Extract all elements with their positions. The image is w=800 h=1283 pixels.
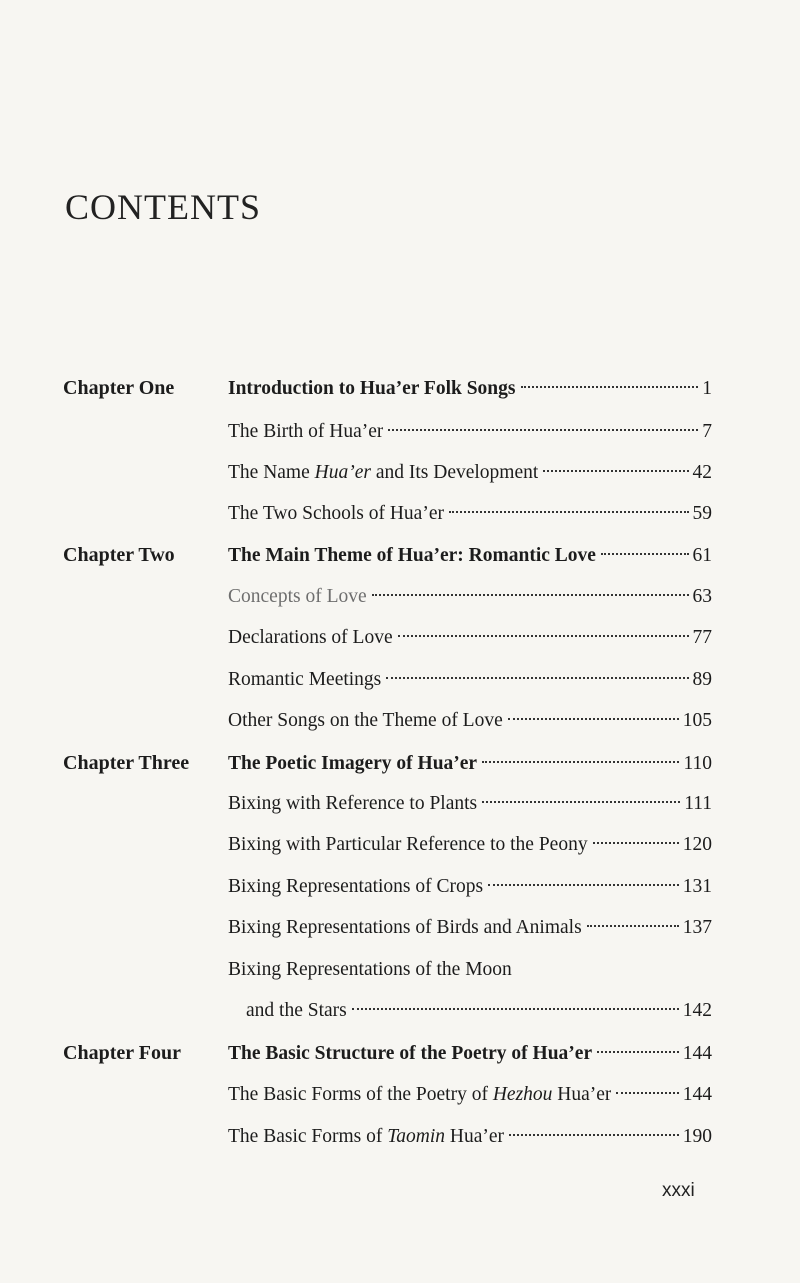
entry-title: The Basic Structure of the Poetry of Hua’er [228, 1043, 593, 1064]
leader-dots [449, 511, 689, 513]
toc-entry[interactable] [228, 419, 712, 445]
leader-dots [388, 429, 698, 431]
toc-entry[interactable] [228, 915, 712, 941]
page-number: 142 [682, 1000, 712, 1021]
leader-dots [616, 1092, 678, 1094]
chapter-two-label: Chapter Two [63, 544, 175, 566]
page-number: 190 [682, 1126, 712, 1147]
leader-dots [398, 635, 689, 637]
toc-entry[interactable] [228, 501, 712, 527]
leader-dots [509, 1134, 679, 1136]
entry-title-italic: Hua’er [314, 462, 371, 483]
chapter-four-label: Chapter Four [63, 1042, 181, 1064]
leader-dots [488, 884, 679, 886]
page-number: 42 [692, 462, 712, 483]
entry-title [228, 1082, 611, 1108]
page-number: 77 [692, 627, 712, 648]
page-number: 61 [692, 545, 712, 566]
page-number: 1 [702, 378, 712, 399]
entry-title: The Poetic Imagery of Hua’er [228, 753, 478, 774]
entry-title [228, 1124, 504, 1150]
page-number: 105 [682, 710, 712, 731]
chapter-three-label: Chapter Three [63, 752, 190, 774]
entry-title: The Two Schools of Hua’er [228, 503, 444, 524]
entry-title-part: Hua’er [552, 1084, 612, 1105]
leader-dots [593, 842, 679, 844]
entry-title: Concepts of Love [228, 586, 367, 607]
leader-dots [521, 386, 699, 388]
entry-title: Bixing Representations of Birds and Animals [228, 917, 582, 938]
leader-dots [482, 801, 680, 803]
entry-title: The Birth of Hua’er [228, 421, 384, 442]
entry-title: Bixing Representations of Crops [228, 876, 484, 897]
toc-entry-chapter-four[interactable] [228, 1041, 712, 1067]
page-number: 120 [682, 834, 712, 855]
toc-entry[interactable] [228, 957, 512, 983]
leader-dots [601, 553, 689, 555]
toc-entry[interactable] [228, 460, 712, 486]
toc-entry[interactable] [228, 874, 712, 900]
leader-dots [543, 470, 688, 472]
entry-title: The Main Theme of Hua’er: Romantic Love [228, 545, 596, 566]
entry-title-part: and Its Development [370, 462, 539, 483]
page-title: CONTENTS [65, 187, 261, 227]
page-number: 59 [692, 503, 712, 524]
page-number: 131 [682, 876, 712, 897]
entry-title: Bixing with Reference to Plants [228, 793, 478, 814]
toc-entry-continuation[interactable] [246, 998, 712, 1024]
leader-dots [508, 718, 679, 720]
page-folio: xxxi [662, 1180, 695, 1201]
leader-dots [352, 1008, 679, 1010]
page-number: 144 [682, 1084, 712, 1105]
toc-entry[interactable] [228, 791, 712, 817]
toc-entry[interactable] [228, 667, 712, 693]
leader-dots [597, 1051, 679, 1053]
entry-title: Bixing Representations of the Moon [228, 959, 512, 980]
entry-title-part: The Basic Forms of the Poetry of [228, 1084, 493, 1105]
toc-entry[interactable] [228, 708, 712, 734]
entry-title-italic: Taomin [387, 1126, 446, 1147]
entry-title-part: The Name [228, 462, 315, 483]
page-number: 110 [683, 753, 712, 774]
entry-title-part: Hua’er [445, 1126, 505, 1147]
entry-title-italic: Hezhou [492, 1084, 553, 1105]
leader-dots [386, 677, 688, 679]
entry-title: and the Stars [246, 1000, 347, 1021]
entry-title: Declarations of Love [228, 627, 393, 648]
toc-entry[interactable] [228, 832, 712, 858]
entry-title: Bixing with Particular Reference to the Peony [228, 834, 588, 855]
toc-entry[interactable] [228, 584, 712, 610]
page-number: 144 [682, 1043, 712, 1064]
toc-entry-chapter-two[interactable] [228, 543, 712, 569]
toc-entry[interactable] [228, 1082, 712, 1108]
page-number: 63 [692, 586, 712, 607]
toc-entry[interactable] [228, 1124, 712, 1150]
entry-title: Introduction to Hua’er Folk Songs [228, 378, 516, 399]
chapter-one-label: Chapter One [63, 377, 175, 399]
page-number: 111 [684, 793, 712, 814]
toc-entry-chapter-one[interactable] [228, 376, 712, 402]
toc-entry[interactable] [228, 625, 712, 651]
entry-title [228, 460, 538, 486]
entry-title-part: The Basic Forms of [228, 1126, 388, 1147]
page-number: 137 [682, 917, 712, 938]
entry-title: Romantic Meetings [228, 669, 382, 690]
leader-dots [587, 925, 679, 927]
entry-title: Other Songs on the Theme of Love [228, 710, 503, 731]
leader-dots [372, 594, 689, 596]
page-number: 89 [692, 669, 712, 690]
leader-dots [482, 761, 679, 763]
toc-entry-chapter-three[interactable] [228, 751, 712, 777]
page-number: 7 [702, 421, 712, 442]
